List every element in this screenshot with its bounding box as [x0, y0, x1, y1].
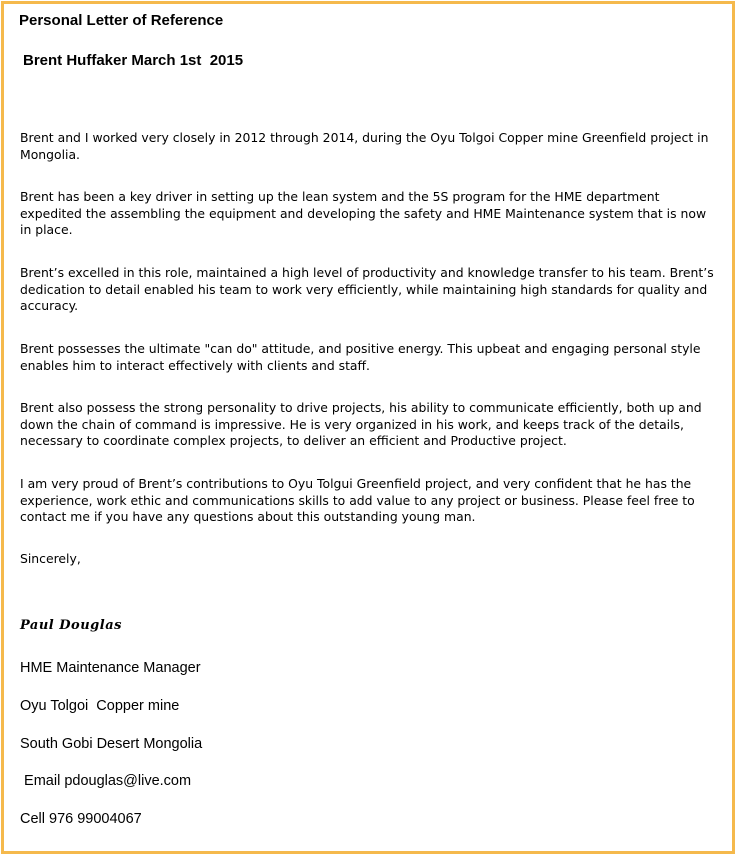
closing-text: Sincerely,: [20, 551, 81, 566]
paragraph-6: I am very proud of Brent’s contributions to Oyu Tolgui Greenfield project, and very confident that he has the experience, work ethic and communications skills to add value to any project or business. Please feel free to contact me if you have any questions about this outstanding young man.: [20, 476, 695, 524]
paragraph-2: Brent has been a key driver in setting up the lean system and the 5S program for the HME department expedited the assembling the equipment and developing the safety and HME Maintenance system that is now in place.: [20, 189, 707, 237]
paragraph-1: Brent and I worked very closely in 2012 through 2014, during the Oyu Tolgoi Copper mine Greenfield project in Mongolia.: [20, 130, 709, 162]
paragraph-3: Brent’s excelled in this role, maintained a high level of productivity and knowledge transfer to his team. Brent’s dedication to detail enabled his team to work very efficiently, while maintaining high standards for quality and accuracy.: [20, 265, 714, 313]
paragraph-5: Brent also possess the strong personality to drive projects, his ability to communicate efficiently, both up and down the chain of command is impressive. He is very organized in his work, and keeps track of the details, necessary to coordinate complex projects, to deliver an efficient and Productive project.: [20, 400, 702, 448]
signer-cell: Cell 976 99004067: [20, 811, 142, 827]
signer-location: South Gobi Desert Mongolia: [20, 736, 203, 752]
letter-title: Personal Letter of Reference: [19, 12, 224, 29]
letter-page: [1, 1, 735, 854]
signer-position: HME Maintenance Manager: [20, 660, 201, 676]
signature: Paul Douglas: [20, 618, 122, 633]
letter-subtitle: Brent Huffaker March 1st 2015: [23, 52, 244, 69]
signer-company: Oyu Tolgoi Copper mine: [20, 698, 180, 714]
signer-email: Email pdouglas@live.com: [20, 773, 192, 789]
paragraph-4: Brent possesses the ultimate "can do" attitude, and positive energy. This upbeat and engaging personal style enables him to interact effectively with clients and staff.: [20, 341, 701, 373]
